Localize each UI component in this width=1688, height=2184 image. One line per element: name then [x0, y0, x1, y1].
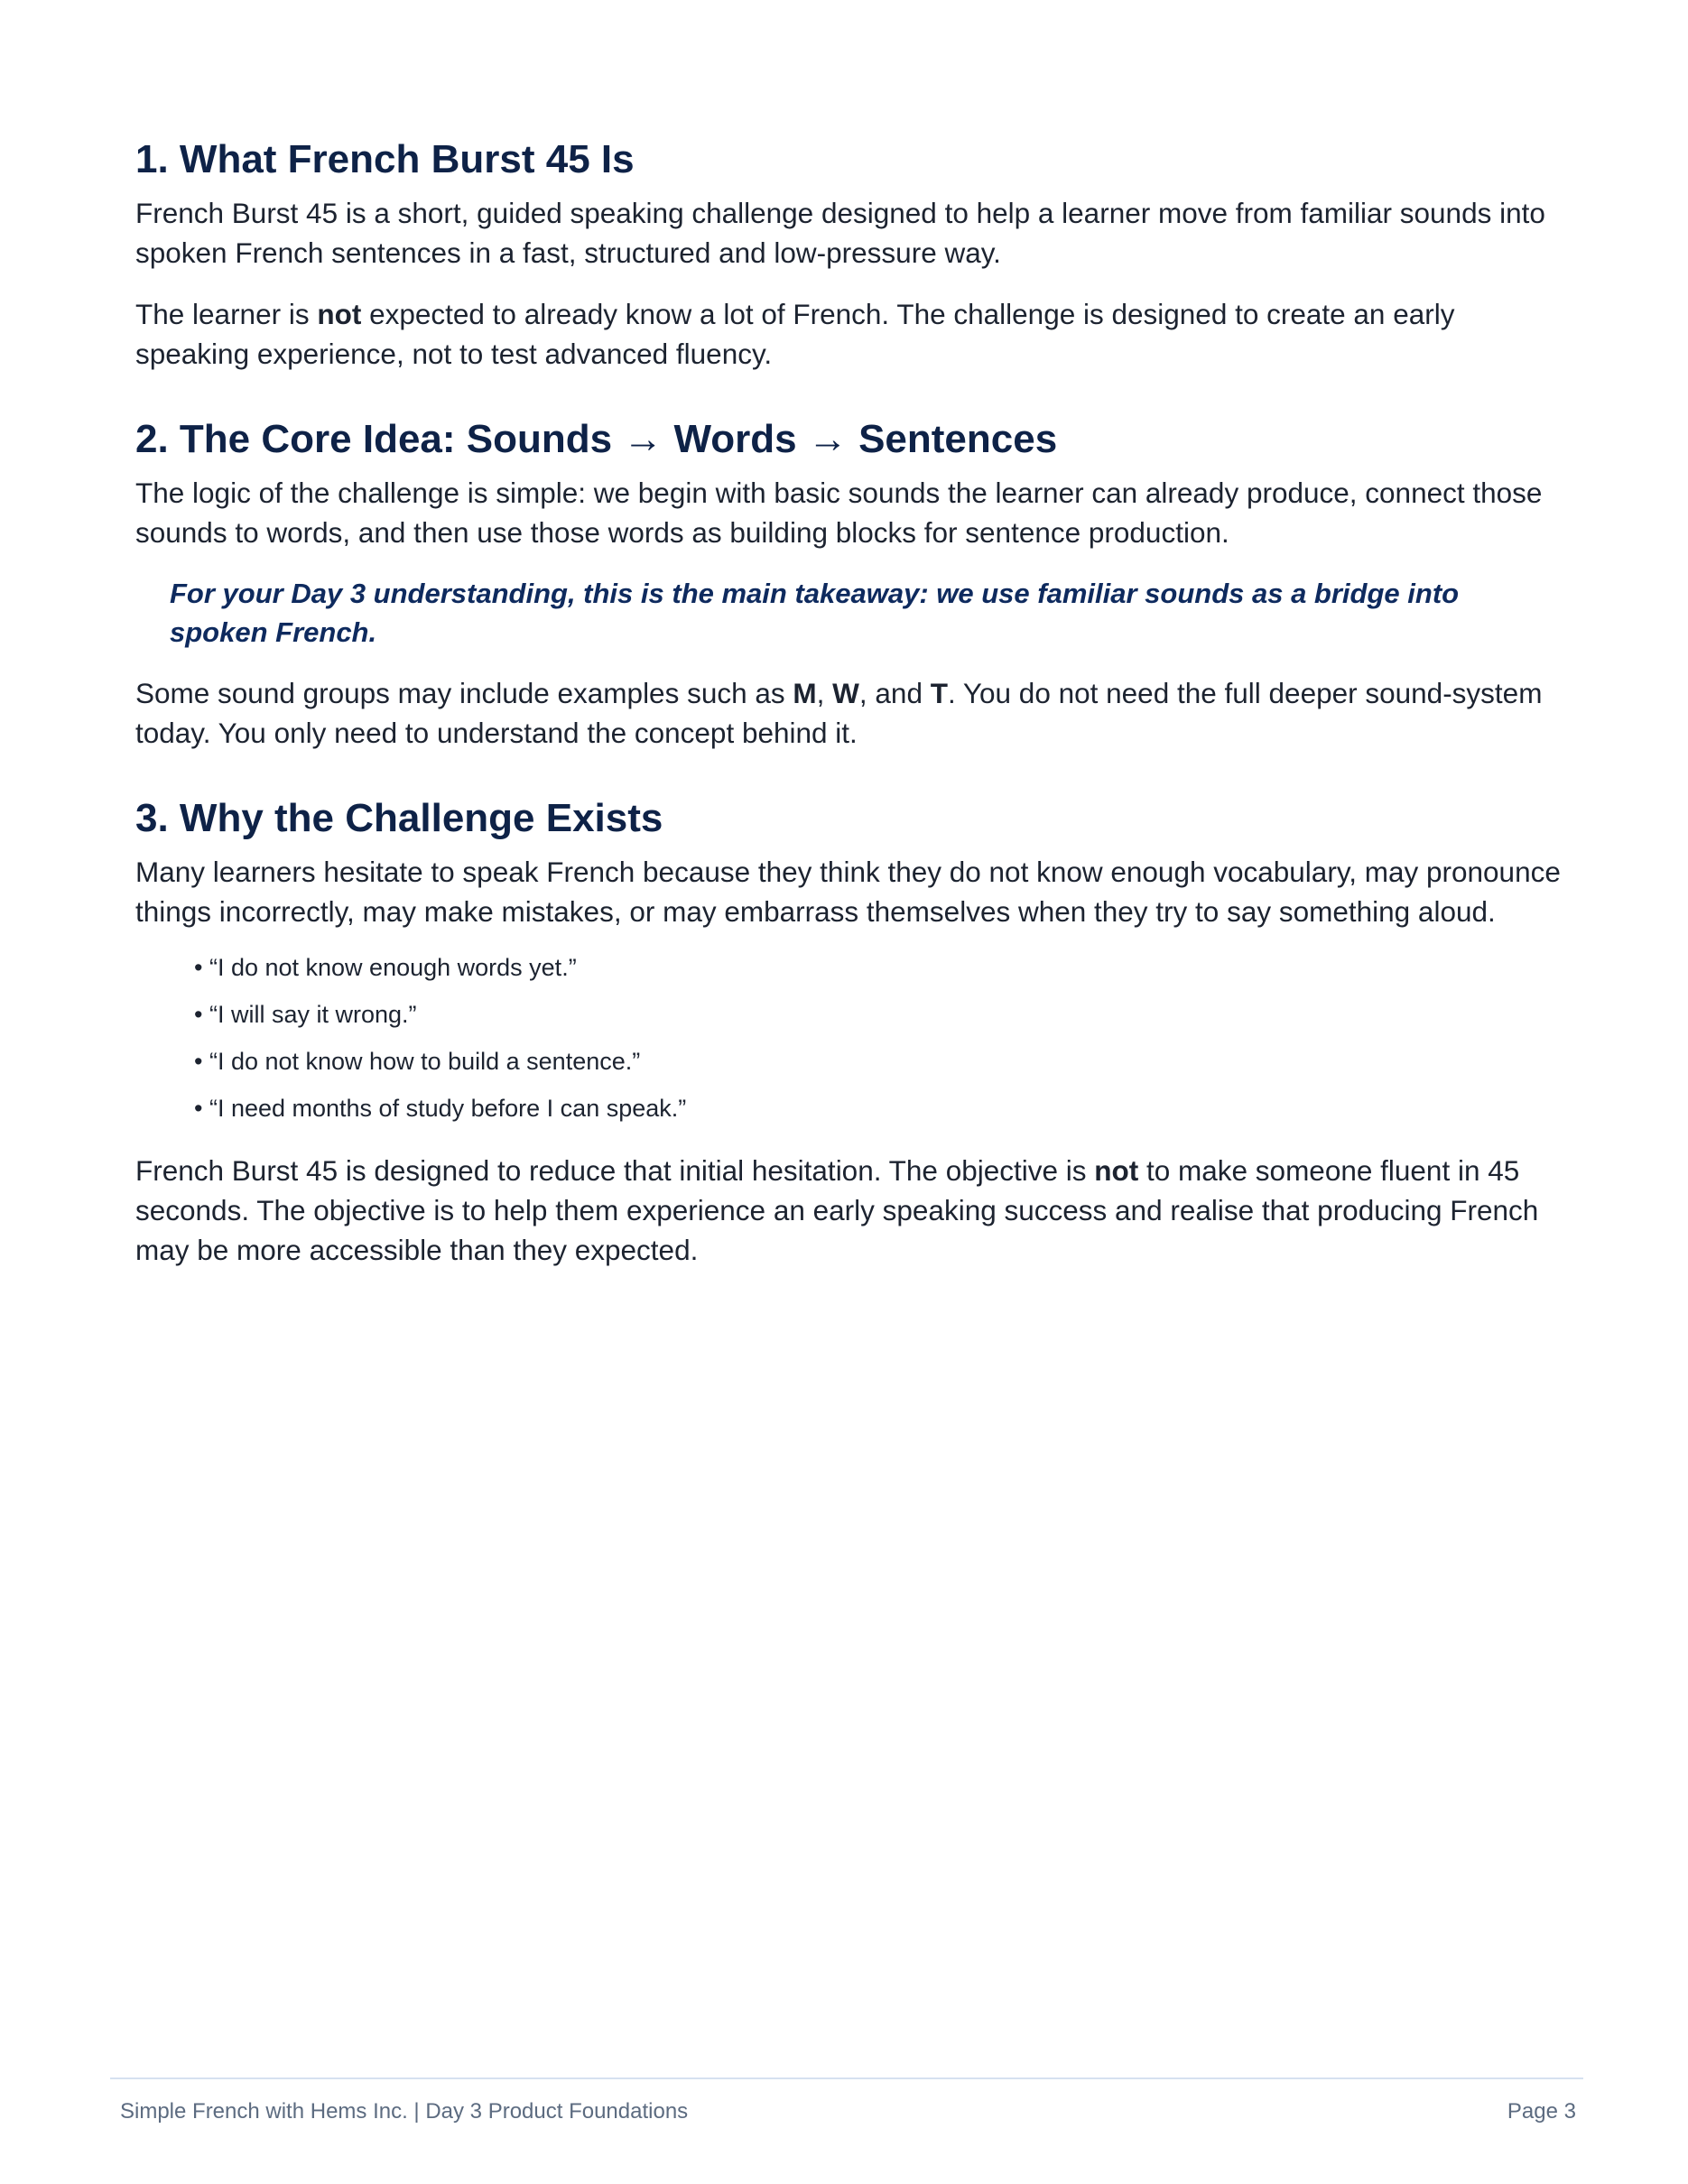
text-run: , and [858, 677, 931, 709]
sound-example-w: W [832, 677, 859, 709]
text-run: Some sound groups may include examples such as [135, 677, 793, 709]
section-2-paragraph-2 [135, 673, 1562, 753]
footer-divider [110, 2078, 1583, 2079]
section-spacer [135, 395, 1562, 415]
list-item: • “I will say it wrong.” [194, 1001, 417, 1028]
list-item: • “I need months of study before I can speak.” [194, 1095, 687, 1122]
learner-concerns-list [194, 953, 1562, 1124]
text-run: , [816, 677, 833, 709]
text-run: to make someone fluent in 45 seconds. The objective is to help them experience an early speaking success and realise that producing French may be more accessible than they expected. [135, 1154, 1539, 1266]
section-1-paragraph-1: French Burst 45 is a short, guided speaking challenge designed to help a learner move from familiar sounds into spoken French sentences in a fast, structured and low-pressure way. [135, 197, 1545, 269]
section-3-heading: 3. Why the Challenge Exists [135, 796, 663, 840]
text-run: The learner is [135, 298, 318, 330]
text-run: French Burst 45 is designed to reduce that initial hesitation. The objective is [135, 1154, 1095, 1187]
section-2-paragraph-1: The logic of the challenge is simple: we begin with basic sounds the learner can already produce, connect those sounds to words, and then use those words as building blocks for sentence production. [135, 477, 1543, 549]
list-item: • “I do not know enough words yet.” [194, 954, 577, 981]
footer-page-number: Page 3 [1507, 2099, 1576, 2124]
sound-example-t: T [930, 677, 948, 709]
sound-example-m: M [793, 677, 817, 709]
section-3-paragraph-2 [135, 1151, 1562, 1270]
text-run: . You do not need the full deeper sound-system today. You only need to understand the concept behind it. [135, 677, 1543, 749]
emphasis-not: not [1094, 1154, 1139, 1187]
section-1-heading: 1. What French Burst 45 Is [135, 137, 635, 181]
footer-document-title: Simple French with Hems Inc. | Day 3 Product Foundations [120, 2099, 689, 2124]
emphasis-not: not [317, 298, 362, 330]
text-run: expected to already know a lot of French. The challenge is designed to create an early speaking experience, not to test advanced fluency. [135, 298, 1455, 370]
page-content [135, 135, 1562, 1291]
section-2-heading: 2. The Core Idea: Sounds → Words → Sentences [135, 417, 1058, 461]
list-item: • “I do not know how to build a sentence.” [194, 1048, 641, 1075]
section-spacer [135, 774, 1562, 794]
section-3-paragraph-1: Many learners hesitate to speak French because they think they do not know enough vocabulary, may pronounce things incorrectly, may make mistakes, or may embarrass themselves when they try to say something aloud. [135, 856, 1561, 928]
section-1-paragraph-2 [135, 294, 1562, 374]
key-takeaway-callout: For your Day 3 understanding, this is the main takeaway: we use familiar sounds as a bridge into spoken French. [170, 578, 1460, 648]
